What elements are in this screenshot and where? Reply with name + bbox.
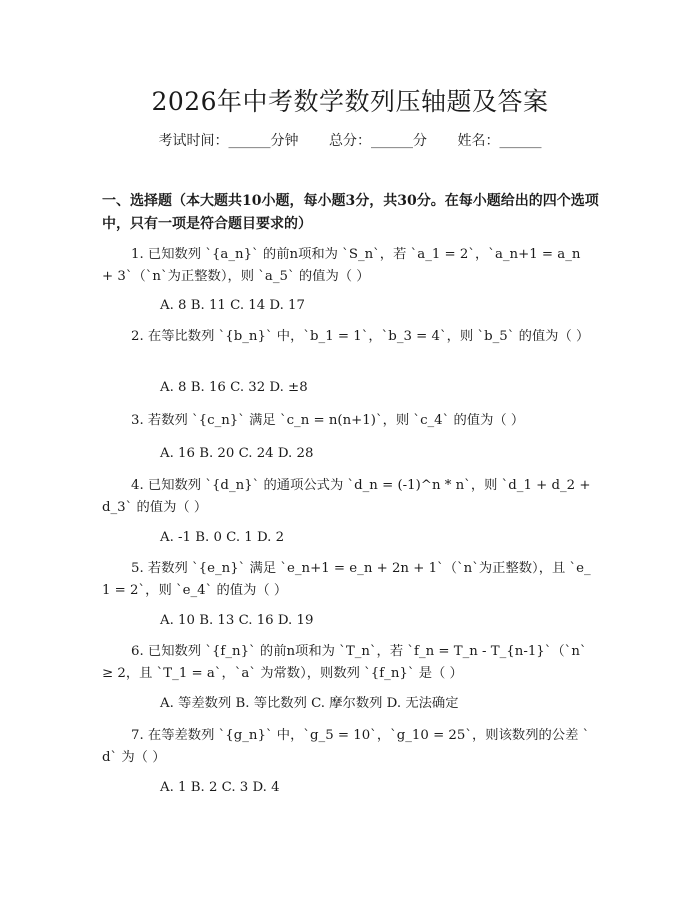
question-3-options: A. 16 B. 20 C. 24 D. 28 bbox=[160, 446, 314, 461]
question-2: 2. 在等比数列 `{b_n}` 中，`b_1 = 1`，`b_3 = 4`，则 `b_5` 的值为（ ） bbox=[131, 329, 590, 344]
question-5-options: A. 10 B. 13 C. 16 D. 19 bbox=[160, 613, 314, 628]
student-name-field: 姓名：______ bbox=[457, 133, 542, 149]
question-6: 6. 已知数列 `{f_n}` 的前n项和为 `T_n`，若 `f_n = T_n - T_{n-1}`（`n` ≥ 2，且 `T_1 = a`，`a` 为常数），则数列 `{f_n}` 是（ ） bbox=[102, 644, 587, 681]
question-7: 7. 在等差数列 `{g_n}` 中，`g_5 = 10`，`g_10 = 25`，则该数列的公差 `d` 为（ ） bbox=[102, 728, 590, 765]
question-4: 4. 已知数列 `{d_n}` 的通项公式为 `d_n = (-1)^n * n`，则 `d_1 + d_2 + d_3` 的值为（ ） bbox=[102, 478, 591, 515]
question-4-options: A. -1 B. 0 C. 1 D. 2 bbox=[160, 530, 285, 545]
section-heading: 一、选择题（本大题共10小题，每小题3分，共30分。在每小题给出的四个选项中，只有一项是符合题目要求的） bbox=[102, 193, 599, 232]
question-6-options: A. 等差数列 B. 等比数列 C. 摩尔数列 D. 无法确定 bbox=[160, 696, 459, 711]
question-1-options: A. 8 B. 11 C. 14 D. 17 bbox=[160, 298, 305, 313]
question-5: 5. 若数列 `{e_n}` 满足 `e_n+1 = e_n + 2n + 1`（`n`为正整数），且 `e_1 = 2`，则 `e_4` 的值为（ ） bbox=[102, 561, 591, 598]
exam-meta bbox=[0, 130, 700, 150]
question-7-options: A. 1 B. 2 C. 3 D. 4 bbox=[160, 780, 280, 795]
page-title: 2026年中考数学数列压轴题及答案 bbox=[151, 87, 549, 116]
exam-time-field: 考试时间：______分钟 bbox=[158, 133, 299, 149]
question-3: 3. 若数列 `{c_n}` 满足 `c_n = n(n+1)`，则 `c_4` 的值为（ ） bbox=[131, 413, 525, 428]
question-1: 1. 已知数列 `{a_n}` 的前n项和为 `S_n`，若 `a_1 = 2`，`a_n+1 = a_n + 3`（`n`为正整数），则 `a_5` 的值为（ ） bbox=[102, 247, 581, 284]
question-2-options: A. 8 B. 16 C. 32 D. ±8 bbox=[160, 380, 308, 395]
total-score-field: 总分：______分 bbox=[329, 133, 427, 149]
